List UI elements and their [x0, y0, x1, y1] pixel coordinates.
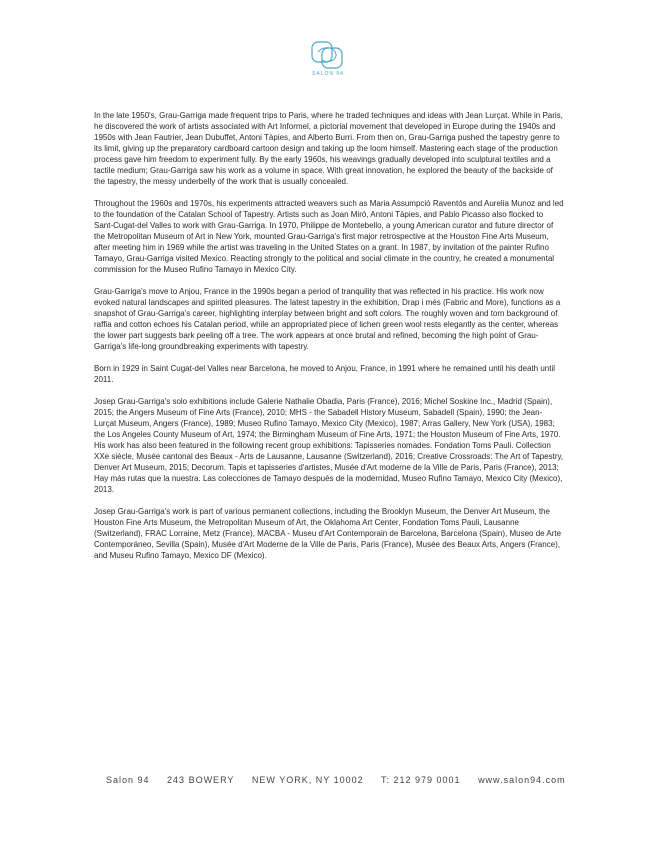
footer	[106, 775, 576, 785]
logo-text: SALON 94	[312, 71, 344, 77]
paragraph: Throughout the 1960s and 1970s, his experiments attracted weavers such as Maria Assumpció Raventós and Aurelia Munoz and led to the foundation of the Catalan School of Tapestry. Artists such as Joan Miró, Antoni Tàpies, and Pablo Picasso also flocked to Sant-Cugat-del Valles to work with Grau-Garriga. In 1970, Philippe de Montebello, a young American curator and future director of the Metropolitan Museum of Art in New York, mounted Grau-Garriga's first major retrospective at the Houston Fine Arts Museum, after meeting him in 1969 while the artist was traveling in the United States on a grant. In 1987, by invitation of the painter Rufino Tamayo, Grau-Garriga visited Mexico. Reacting strongly to the political and social climate in the country, he created a monumental commission for the Museo Rufino Tamayo in Mexico City.	[94, 199, 564, 274]
salon94-logo-icon	[310, 40, 346, 70]
footer-name: Salon 94	[106, 775, 150, 785]
paragraph: In the late 1950's, Grau-Garriga made frequent trips to Paris, where he traded techniques and ideas with Jean Lurçat. While in Paris, he discovered the work of artists associated with Art Informel, a pictorial movement that developed in Europe during the 1940s and 1950s with Jean Fautrier, Jean Dubuffet, Antoni Tàpies, and Alberto Burri. From then on, Grau-Garriga pushed the tapestry genre to its limit, giving up the preparatory cardboard cartoon design and taking up the loom himself. Mastering each stage of the production process gave him freedom to experiment fully. By the early 1960s, his weavings gradually developed into sculptural textiles and a tactile medium; Grau-Garriga saw his work as a volume in space. With great innovation, he explored the beauty of the backside of the tapestry, the messy underbelly of the work that is usually concealed.	[94, 111, 563, 186]
footer-address: 243 BOWERY	[167, 775, 235, 785]
salon94-logo	[303, 40, 353, 77]
footer-city: NEW YORK, NY 10002	[251, 775, 364, 785]
paragraph: Born in 1929 in Saint Cugat-del Valles near Barcelona, he moved to Anjou, France, in 1991 where he remained until his death until 2011.	[94, 364, 556, 384]
paragraph: Josep Grau-Garriga's work is part of various permanent collections, including the Brooklyn Museum, the Denver Art Museum, the Houston Fine Arts Museum, the Metropolitan Museum of Art, the Oklahoma Art Center, Fondation Toms Pauli, Lausanne (Switzerland), FRAC Lorraine, Metz (France), MACBA - Museu d'Art Contemporain de Barcelona, Barcelona (Spain), Museo de Arte Contemporáneo, Sevilla (Spain), Musée d'Art Moderne de la Ville de Paris, Paris (France), Musée des Beaux Arts, Angers (France), and Museu Rufino Tamayo, Mexico DF (Mexico).	[94, 507, 562, 560]
paragraph: Grau-Garriga's move to Anjou, France in the 1990s began a period of tranquility that was reflected in his practice. His work now evoked natural landscapes and spirited pleasures. The latest tapestry in the exhibition, Drap i més (Fabric and More), functions as a snapshot of Grau-Garriga's career, highlighting interplay between bright and soft colors. The roughly woven and torn background of raffia and cotton echoes his Catalan period, while an appropriated piece of lichen green wool rests elegantly as the center, whereas the lower part suggests bark peeling off a tree. The work appears at once brutal and refined, becoming the high point of Grau-Garriga's life-long groundbreaking experiments with tapestry.	[94, 287, 561, 351]
paragraph: Josep Grau-Garriga's solo exhibitions include Galerie Nathalie Obadia, Paris (France), 2016; Michel Soskine Inc., Madrid (Spain), 2015; the Angers Museum of Fine Arts (France), 2010; MHS - the Sabadell History Museum, Sabadell (Spain), 1990; the Jean-Lurçat Museum, Angers (France), 1989; Museo Rufino Tamayo, Mexico City (Mexico), 1987; Arras Gallery, New York (USA), 1983; the Los Angeles County Museum of Art, 1974; the Birmingham Museum of Fine Arts, 1971; the Houston Museum of Fine Arts, 1970. His work has also been featured in the following recent group exhibitions: Tapisseries nomades. Fondation Toms Pauli. Collection XXe siècle, Musée cantonal des Beaux - Arts de Lausanne, Lausanne (Switzerland), 2016; Creative Crossroads: The Art of Tapestry, Denver Art Museum, 2015; Decorum. Tapis et tapisseries d'artistes, Musée d'Art moderne de la Ville de Paris, Paris (France), 2013; Hay más rutas que la nuestra. Las colecciones de Tamayo después de la modernidad, Museo Rufino Tamayo, Mexico City (Mexico), 2013.	[94, 397, 564, 494]
document-body	[94, 110, 564, 572]
footer-phone: T: 212 979 0001	[380, 775, 461, 785]
footer-website[interactable]: www.salon94.com	[478, 775, 566, 785]
